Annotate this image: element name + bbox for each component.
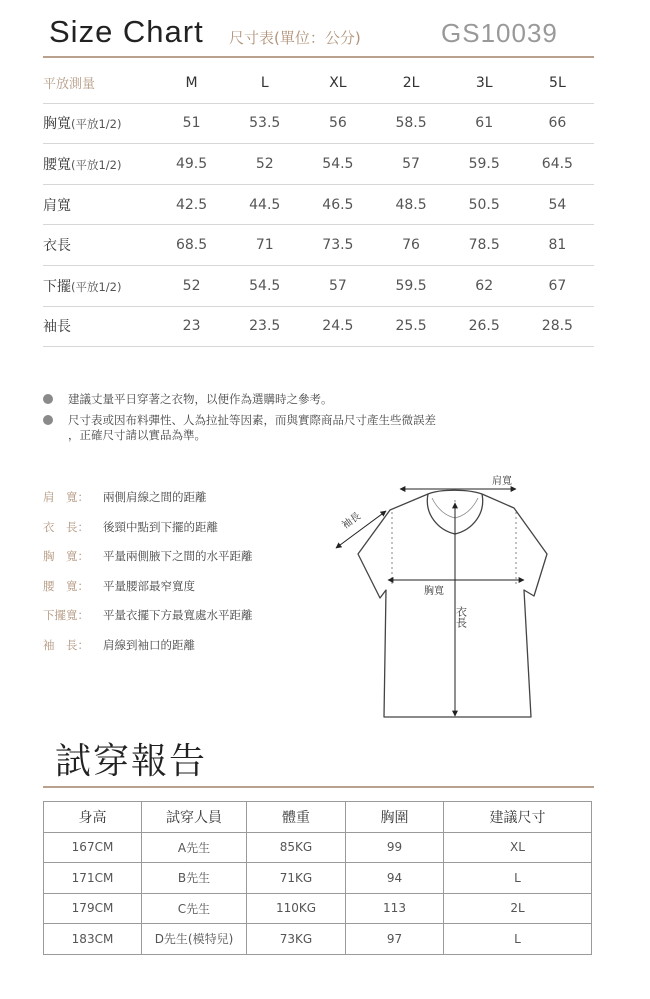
row-label: 衣長 (43, 238, 71, 255)
table-cell: 81 (521, 225, 594, 266)
size-header: L (228, 63, 301, 103)
table-row (43, 306, 594, 347)
table-cell: 42.5 (155, 184, 228, 225)
notes (43, 392, 436, 443)
definition-item: 肩 寬： 兩側肩線之間的距離 (43, 490, 207, 504)
header-divider (43, 56, 594, 58)
column-header: 體重 (247, 802, 346, 833)
table-cell: XL (444, 832, 592, 863)
table-cell: 76 (374, 225, 447, 266)
table-cell: 50.5 (448, 184, 521, 225)
table-row (44, 863, 592, 894)
table-cell: 57 (301, 265, 374, 306)
row-note: (平放1/2) (71, 157, 122, 172)
table-cell: 26.5 (448, 306, 521, 347)
table-row (43, 184, 594, 225)
size-table (43, 63, 594, 347)
table-row (43, 103, 594, 144)
table-row (44, 924, 592, 955)
table-cell: 110KG (247, 893, 346, 924)
table-cell: 73KG (247, 924, 346, 955)
table-row (44, 893, 592, 924)
table-cell: 71KG (247, 863, 346, 894)
table-cell: 44.5 (228, 184, 301, 225)
table-cell: 171CM (44, 863, 142, 894)
table-cell: 48.5 (374, 184, 447, 225)
table-row (43, 144, 594, 185)
table-cell: 56 (301, 103, 374, 144)
column-header: 身高 (44, 802, 142, 833)
table-cell: 52 (228, 144, 301, 185)
table-cell: 73.5 (301, 225, 374, 266)
column-header: 試穿人員 (142, 802, 247, 833)
fitting-header-row (44, 802, 592, 833)
table-cell: 57 (374, 144, 447, 185)
table-cell: 49.5 (155, 144, 228, 185)
table-row (43, 265, 594, 306)
fitting-report-title: 試穿報告 (55, 741, 208, 782)
note-item: 建議丈量平日穿著之衣物，以便作為選購時之參考。 (43, 392, 436, 407)
table-cell: 66 (521, 103, 594, 144)
table-cell: 24.5 (301, 306, 374, 347)
table-cell: 59.5 (448, 144, 521, 185)
fitting-divider (43, 786, 594, 788)
table-cell: 59.5 (374, 265, 447, 306)
definition-item: 胸 寬： 平量兩側腋下之間的水平距離 (43, 549, 253, 564)
row-label: 胸寬 (43, 116, 71, 133)
table-cell: 2L (444, 893, 592, 924)
table-cell: 85KG (247, 832, 346, 863)
table-cell: 46.5 (301, 184, 374, 225)
size-header: XL (301, 63, 374, 103)
row-note: (平放1/2) (71, 117, 122, 132)
table-cell: L (444, 924, 592, 955)
definition-item: 衣 長： 後頸中點到下擺的距離 (43, 519, 218, 534)
table-cell: 179CM (44, 893, 142, 924)
table-cell: 67 (521, 265, 594, 306)
table-cell: 28.5 (521, 306, 594, 347)
note-item: 尺寸表或因布料彈性、人為拉扯等因素，而與實際商品尺寸產生些微誤差 ，正確尺寸請以實品為準。 (43, 413, 436, 443)
unit-subtitle: 尺寸表(單位：公分) (229, 29, 361, 47)
table-cell: D先生(模特兒) (142, 924, 247, 955)
column-header: 胸圍 (346, 802, 444, 833)
table-cell: 25.5 (374, 306, 447, 347)
measurement-definitions (43, 489, 253, 667)
diagram-label-shoulder: 肩寬 (492, 476, 512, 487)
size-header: 2L (374, 63, 447, 103)
measure-header: 平放測量 (43, 63, 155, 103)
table-cell: 54.5 (228, 265, 301, 306)
table-cell: 99 (346, 832, 444, 863)
size-header: 3L (448, 63, 521, 103)
table-cell: 78.5 (448, 225, 521, 266)
table-cell: 64.5 (521, 144, 594, 185)
product-code: GS10039 (441, 18, 558, 48)
size-table-header-row (43, 63, 594, 103)
table-cell: 71 (228, 225, 301, 266)
shirt-measurement-diagram (328, 470, 568, 725)
table-cell: L (444, 863, 592, 894)
table-row (43, 225, 594, 266)
column-header: 建議尺寸 (444, 802, 592, 833)
table-cell: 58.5 (374, 103, 447, 144)
table-cell: 54.5 (301, 144, 374, 185)
table-cell: 53.5 (228, 103, 301, 144)
table-cell: 52 (155, 265, 228, 306)
definition-item: 下擺寬： 平量衣擺下方最寬處水平距離 (43, 608, 253, 623)
table-cell: 62 (448, 265, 521, 306)
table-cell: 51 (155, 103, 228, 144)
diagram-label-sleeve: 袖長 (340, 510, 363, 532)
row-label: 腰寬 (43, 156, 71, 173)
bullet-icon (43, 415, 53, 425)
definition-item: 腰 寬： 平量腰部最窄寬度 (43, 578, 195, 593)
row-note: (平放1/2) (71, 279, 122, 294)
table-cell: 183CM (44, 924, 142, 955)
table-cell: A先生 (142, 832, 247, 863)
row-label: 下擺 (43, 278, 71, 295)
table-cell: 94 (346, 863, 444, 894)
size-header: 5L (521, 63, 594, 103)
table-cell: C先生 (142, 893, 247, 924)
table-cell: 113 (346, 893, 444, 924)
definition-item: 袖 長： 肩線到袖口的距離 (43, 637, 195, 652)
row-label: 肩寬 (43, 197, 71, 214)
table-cell: 61 (448, 103, 521, 144)
row-label: 袖長 (43, 319, 71, 336)
table-cell: 23.5 (228, 306, 301, 347)
table-row (44, 832, 592, 863)
table-cell: B先生 (142, 863, 247, 894)
table-cell: 68.5 (155, 225, 228, 266)
fitting-table (43, 801, 592, 955)
diagram-label-chest: 胸寬 (424, 586, 444, 597)
page-title: Size Chart (49, 14, 204, 49)
diagram-label-length: 衣長 (454, 606, 468, 628)
table-cell: 97 (346, 924, 444, 955)
bullet-icon (43, 394, 53, 404)
table-cell: 54 (521, 184, 594, 225)
size-header: M (155, 63, 228, 103)
table-cell: 167CM (44, 832, 142, 863)
table-cell: 23 (155, 306, 228, 347)
